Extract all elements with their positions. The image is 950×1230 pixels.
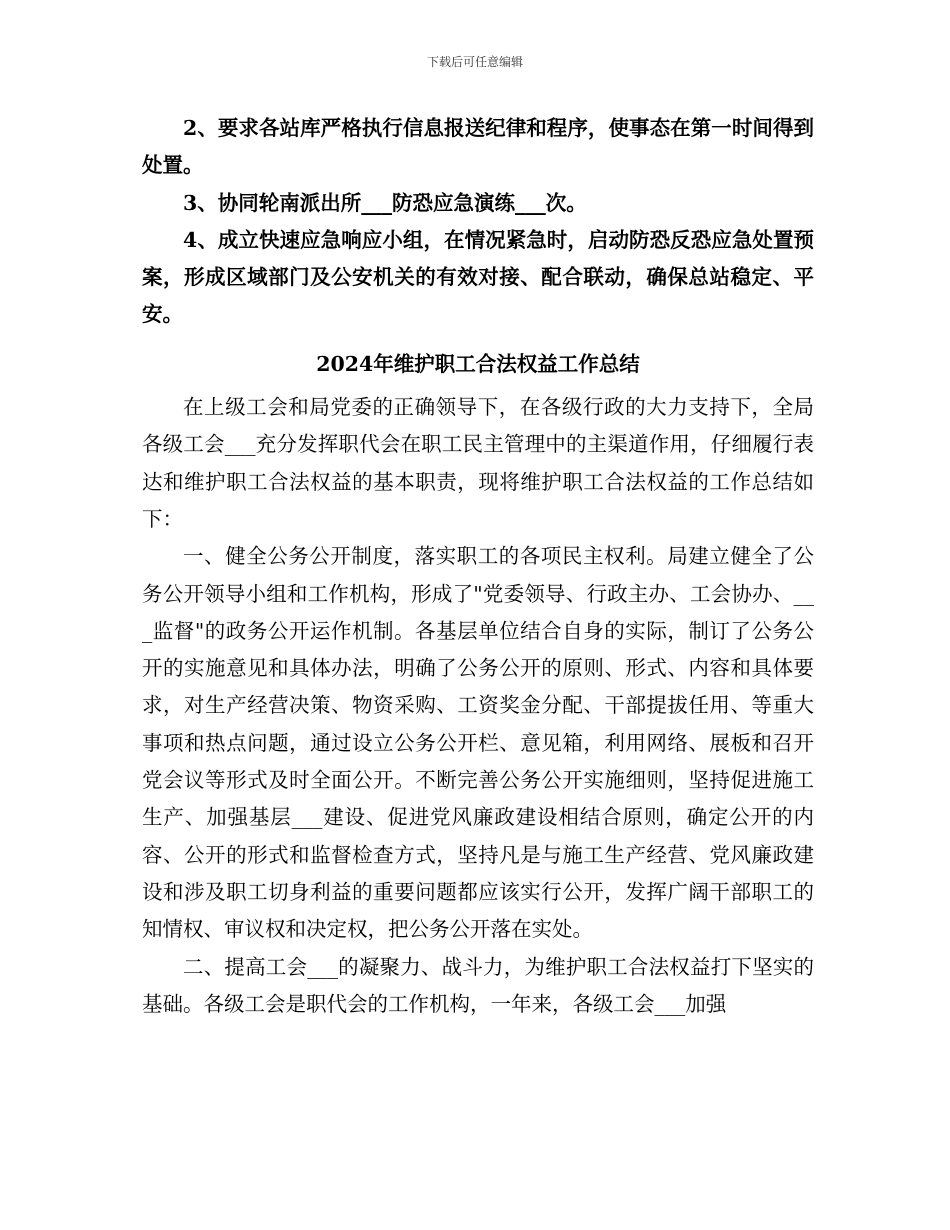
list-item: 3、协同轮南派出所___防恐应急演练___次。 [183,190,587,215]
body-paragraph: 一、健全公务公开制度，落实职工的各项民主权利。局建立健全了公务公开领导小组和工作机构，形成了"党委领导、行政主办、工会协办、___监督"的政务公开运作机制。各基层单位结合自身的实际，制订了公务公开的实施意见和具体办法，明确了公务公开的原则、形式、内容和具体要求，对生产经营决策、物资采购、工资奖金分配、干部提拔任用、等重大事项和热点问题，通过设立公务公开栏、意见箱，利用网络、展板和召开党会议等形式及时全面公开。不断完善公务公开实施细则，坚持促进施工生产、加强基层___建设、促进党风廉政建设相结合原则，确定公开的内容、公开的形式和监督检查方式，坚持凡是与施工生产经营、党风廉政建设和涉及职工切身利益的重要问题都应该实行公开，发挥广阔干部职工的知情权、审议权和决定权，把公务公开落在实处。 [142,544,814,942]
page-header: 下载后可任意编辑 [426,55,523,69]
list-item: 4、成立快速应急响应小组，在情况紧急时，启动防恐反恐应急处置预案，形成区域部门及公安机关的有效对接、配合联动，确保总站稳定、平安。 [142,227,814,327]
document-body [142,110,814,1023]
body-paragraph: 在上级工会和局党委的正确领导下，在各级行政的大力支持下，全局各级工会___充分发挥职代会在职工民主管理中的主渠道作用，仔细履行表达和维护职工合法权益的基本职责，现将维护职工合法权益的工作总结如下： [142,395,814,531]
body-paragraph: 二、提高工会___的凝聚力、战斗力，为维护职工合法权益打下坚实的基础。各级工会是职代会的工作机构，一年来，各级工会___加强 [142,954,814,1016]
list-item: 2、要求各站库严格执行信息报送纪律和程序，使事态在第一时间得到处置。 [142,116,814,178]
document-title: 2024年维护职工合法权益工作总结 [316,351,640,376]
